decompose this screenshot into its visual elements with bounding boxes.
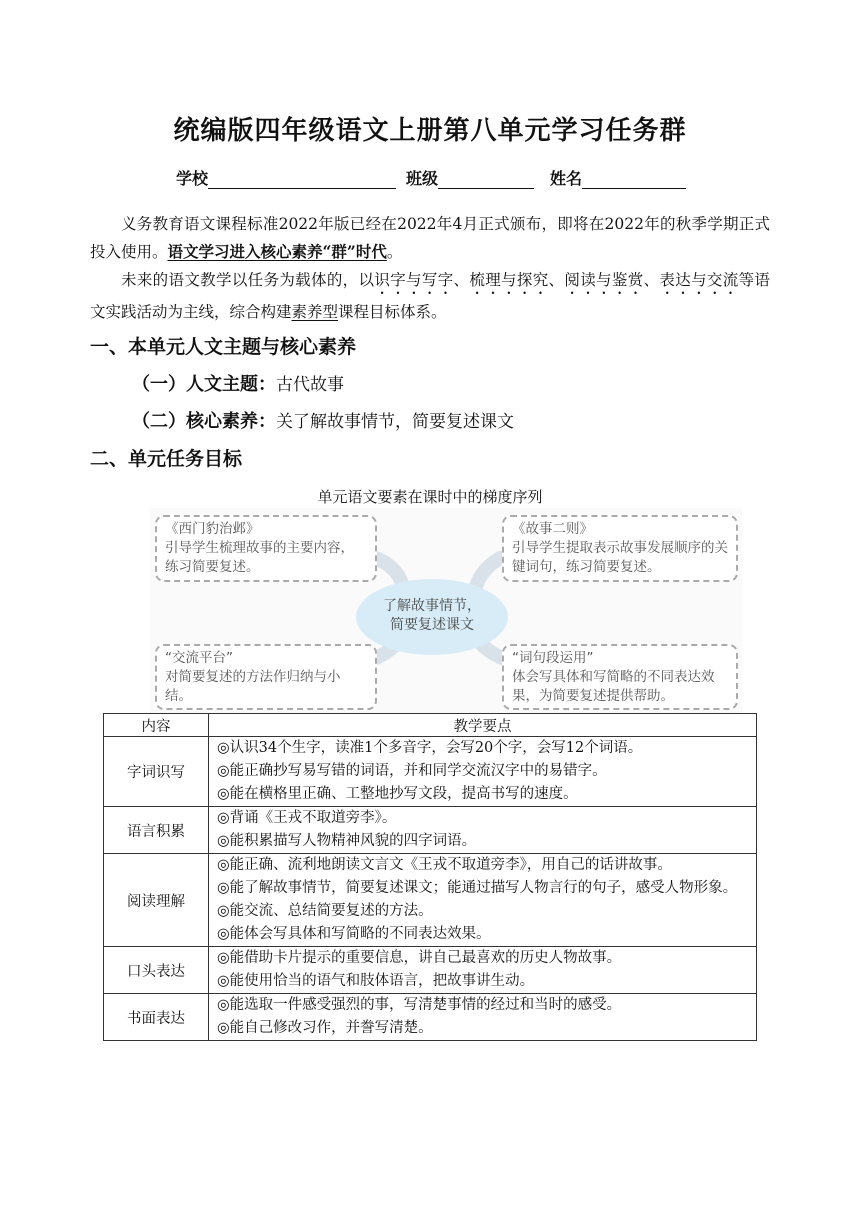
lesson-box-title: “交流平台” [165,650,233,666]
intro-p2-dotted-4: 表达与交流 [659,271,739,289]
teaching-point: ◎能体会写具体和写简略的不同表达效果。 [217,926,491,942]
teaching-point: ◎认识34个生字，读准1个多音字，会写20个字，会写12个词语。 [217,740,643,756]
humanistic-theme-value: 古代故事 [276,375,344,395]
lesson-box-text: 引导学生梳理故事的主要内容，练习简要复述。 [165,540,354,575]
row-label: 字词识写 [104,737,209,807]
intro-p2-sep-3: 、 [643,271,660,289]
lesson-box-text: 体会写具体和写简略的不同表达效果，为简要复述提供帮助。 [512,669,715,704]
row-points [209,807,757,854]
table-row [104,737,757,807]
row-points [209,737,757,807]
teaching-point: ◎能使用恰当的语气和肢体语言，把故事讲生动。 [217,973,535,989]
teaching-point: ◎能自己修改习作，并誊写清楚。 [217,1020,433,1036]
table-header-points: 教学要点 [209,714,757,737]
name-blank[interactable] [582,170,686,189]
student-info-line [176,166,696,189]
central-goal-line-1: 了解故事情节， [383,598,481,614]
lesson-box-text: 引导学生提取表示故事发展顺序的关键词句，练习简要复述。 [512,540,728,575]
intro-p2-sep-1: 、 [453,271,470,289]
intro-paragraph-1 [90,210,770,266]
lesson-box-ximen-bao [155,515,377,582]
school-label: 学校 [176,169,209,188]
humanistic-theme-label: （一）人文主题： [132,374,276,395]
mind-map-diagram [150,508,742,714]
intro-p2-text-b: 等语文实践活动为主线，综合构建 [90,271,770,321]
page-title: 统编版四年级语文上册第八单元学习任务群 [173,116,687,146]
lesson-box-text: 对简要复述的方法作归纳与小结。 [165,669,341,704]
row-points [209,947,757,994]
intro-p1-end: 。 [386,243,403,261]
intro-p2-dotted-1: 识字与写字 [374,271,454,289]
teaching-point: ◎能选取一件感受强烈的事，写清楚事情的经过和当时的感受。 [217,997,622,1013]
table-row [104,947,757,994]
teaching-point: ◎能积累描写人物精神风貌的四字词语。 [217,833,477,849]
section-1-heading: 一、本单元人文主题与核心素养 [90,336,357,358]
intro-p2-sep-2: 、 [548,271,565,289]
teaching-point: ◎能交流、总结简要复述的方法。 [217,903,433,919]
row-label: 书面表达 [104,994,209,1041]
teaching-points-table [103,713,757,1041]
teaching-point: ◎能正确抄写易写错的词语，并和同学交流汉字中的易错字。 [217,763,607,779]
row-label: 语言积累 [104,807,209,854]
lesson-box-word-usage [502,644,738,710]
intro-p1-emphasis: 语文学习进入核心素养“群”时代 [167,242,387,261]
table-header-row [104,714,757,737]
humanistic-theme-line [132,370,344,396]
teaching-point: ◎能借助卡片提示的重要信息，讲自己最喜欢的历史人物故事。 [217,950,622,966]
core-literacy-label: （二）核心素养： [132,411,276,432]
row-label: 阅读理解 [104,854,209,947]
intro-p2-dotted-2: 梳理与探究 [469,271,549,289]
table-header-content: 内容 [104,714,209,737]
core-literacy-line [132,407,514,433]
row-points [209,994,757,1041]
teaching-point: ◎背诵《王戎不取道旁李》。 [217,810,397,826]
row-points [209,854,757,947]
class-label: 班级 [406,169,439,188]
diagram-caption: 单元语文要素在课时中的梯度序列 [317,488,543,506]
section-2-heading: 二、单元任务目标 [90,448,243,470]
lesson-box-title: 《西门豹治邺》 [165,521,260,537]
table-row [104,994,757,1041]
lesson-box-two-stories [502,515,738,582]
intro-p2-dotted-3: 阅读与鉴赏 [564,271,644,289]
core-literacy-value: 关了解故事情节，简要复述课文 [276,412,514,432]
name-label: 姓名 [550,169,583,188]
row-label: 口头表达 [104,947,209,994]
intro-paragraph-2 [90,266,770,326]
teaching-point: ◎能正确、流利地朗读文言文《王戎不取道旁李》，用自己的话讲故事。 [217,857,672,873]
teaching-point: ◎能在横格里正确、工整地抄写文段，提高书写的速度。 [217,786,578,802]
class-blank[interactable] [438,170,534,189]
table-row [104,854,757,947]
intro-p2-text-c: 课程目标体系。 [338,303,447,321]
intro-p1-text: 义务教育语文课程标准2022年版已经在2022年4月正式颁布，即将在2022年的秋季学期正式投入使用。 [90,215,770,261]
lesson-box-title: 《故事二则》 [512,521,593,537]
central-goal-line-2: 简要复述课文 [390,617,474,633]
lesson-box-title: “词句段运用” [512,650,594,666]
teaching-point: ◎能了解故事情节，简要复述课文；能通过描写人物言行的句子，感受人物形象。 [217,880,738,896]
central-goal-oval [356,579,508,655]
lesson-box-exchange-platform [155,644,377,710]
table-row [104,807,757,854]
intro-p2-underlined: 素养型 [291,303,339,321]
school-blank[interactable] [208,170,396,189]
intro-p2-text-a: 未来的语文教学以任务为载体的，以 [121,271,375,289]
